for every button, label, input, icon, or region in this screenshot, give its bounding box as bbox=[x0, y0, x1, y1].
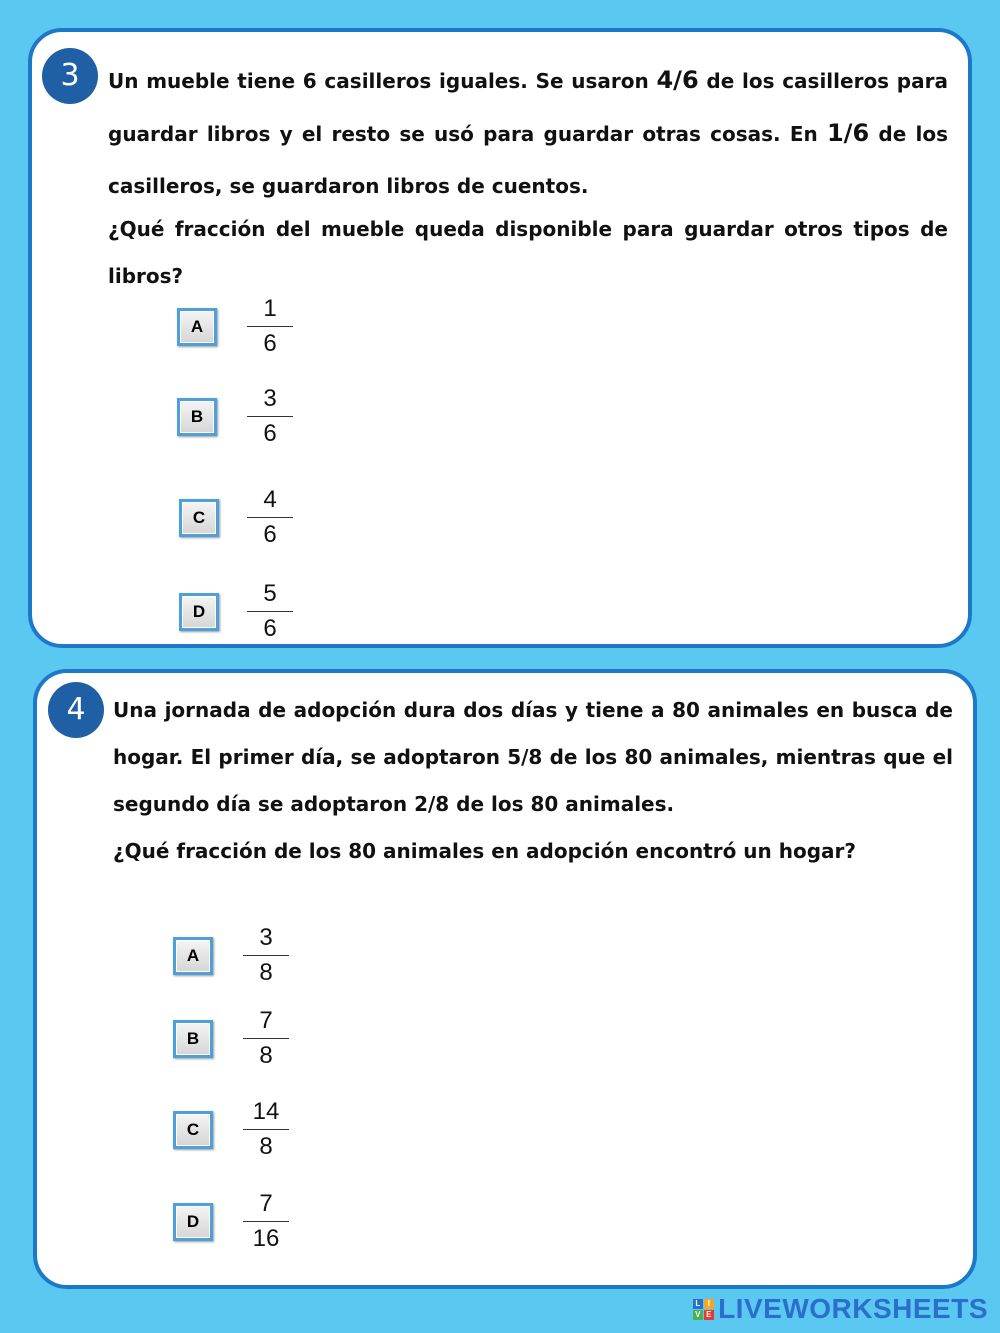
fraction-numerator: 7 bbox=[259, 1190, 273, 1217]
liveworksheets-watermark[interactable] bbox=[693, 1293, 988, 1325]
question-prompt: ¿Qué fracción de los 80 animales en adopción encontró un hogar? bbox=[113, 839, 856, 863]
fraction-numerator: 1 bbox=[263, 295, 277, 322]
answer-option-d[interactable] bbox=[173, 1189, 289, 1254]
statement-part: Un mueble tiene 6 casilleros iguales. Se usaron bbox=[108, 69, 657, 93]
fraction-bar bbox=[247, 326, 293, 327]
statement-fraction: 4/6 bbox=[656, 66, 699, 94]
fraction-bar bbox=[247, 517, 293, 518]
logo-letter: L bbox=[693, 1299, 703, 1309]
answer-option-b[interactable] bbox=[173, 1006, 289, 1071]
fraction-denominator: 8 bbox=[259, 1042, 273, 1069]
answer-option-c[interactable] bbox=[173, 1097, 289, 1162]
option-letter-button[interactable]: C bbox=[179, 499, 219, 537]
fraction-bar bbox=[247, 611, 293, 612]
option-letter-button[interactable]: A bbox=[177, 308, 217, 346]
option-letter-button[interactable]: D bbox=[179, 593, 219, 631]
fraction-numerator: 7 bbox=[259, 1007, 273, 1034]
question-number-badge: 3 bbox=[42, 48, 98, 104]
question-statement bbox=[108, 54, 948, 212]
fraction-bar bbox=[243, 1038, 289, 1039]
fraction bbox=[247, 579, 293, 644]
answer-option-a[interactable] bbox=[173, 923, 289, 988]
watermark-text: LIVEWORKSHEETS bbox=[718, 1293, 988, 1324]
fraction-denominator: 8 bbox=[259, 1133, 273, 1160]
statement-fraction: 1/6 bbox=[826, 119, 870, 147]
fraction-numerator: 5 bbox=[263, 580, 277, 607]
fraction-numerator: 14 bbox=[252, 1098, 280, 1125]
fraction-denominator: 6 bbox=[263, 615, 277, 642]
question-card-4 bbox=[33, 669, 977, 1289]
fraction-bar bbox=[243, 1221, 289, 1222]
fraction bbox=[243, 923, 289, 988]
statement-part: de los casilleros, se guardaron libros de cuentos. bbox=[108, 122, 948, 198]
logo-letter: I bbox=[704, 1299, 714, 1309]
fraction-numerator: 3 bbox=[263, 385, 277, 412]
fraction-denominator: 6 bbox=[263, 521, 277, 548]
fraction-denominator: 8 bbox=[259, 959, 273, 986]
fraction-numerator: 3 bbox=[259, 924, 273, 951]
logo-letter: E bbox=[704, 1310, 714, 1320]
question-card-3 bbox=[28, 28, 972, 648]
fraction-bar bbox=[247, 416, 293, 417]
question-prompt: ¿Qué fracción del mueble queda disponible para guardar otros tipos de libros? bbox=[108, 217, 948, 288]
fraction bbox=[243, 1097, 289, 1162]
answer-option-c[interactable] bbox=[179, 485, 293, 550]
statement-part: de los casilleros para guardar libros y el resto se usó para guardar otras cosas. En bbox=[108, 69, 948, 146]
fraction bbox=[247, 485, 293, 550]
fraction bbox=[243, 1189, 289, 1254]
option-letter-button[interactable]: B bbox=[177, 398, 217, 436]
answer-option-a[interactable] bbox=[177, 294, 293, 359]
fraction bbox=[247, 294, 293, 359]
fraction-bar bbox=[243, 1129, 289, 1130]
fraction-numerator: 4 bbox=[263, 486, 277, 513]
fraction bbox=[243, 1006, 289, 1071]
answer-option-d[interactable] bbox=[179, 579, 293, 644]
option-letter-button[interactable]: B bbox=[173, 1020, 213, 1058]
fraction-denominator: 16 bbox=[252, 1225, 280, 1252]
fraction-bar bbox=[243, 955, 289, 956]
answer-option-b[interactable] bbox=[177, 384, 293, 449]
logo-letter: V bbox=[693, 1310, 703, 1320]
question-number-badge: 4 bbox=[48, 682, 104, 738]
fraction-denominator: 6 bbox=[263, 420, 277, 447]
fraction-denominator: 6 bbox=[263, 330, 277, 357]
option-letter-button[interactable]: D bbox=[173, 1203, 213, 1241]
fraction bbox=[247, 384, 293, 449]
liveworksheets-logo-icon bbox=[693, 1299, 714, 1320]
question-statement: Una jornada de adopción dura dos días y tiene a 80 animales en busca de hogar. El primer día, se adoptaron 5/8 de los 80 animales, mientras que el segundo día se adoptaron 2/8 de los 80 animales. bbox=[113, 698, 953, 816]
option-letter-button[interactable]: C bbox=[173, 1111, 213, 1149]
option-letter-button[interactable]: A bbox=[173, 937, 213, 975]
